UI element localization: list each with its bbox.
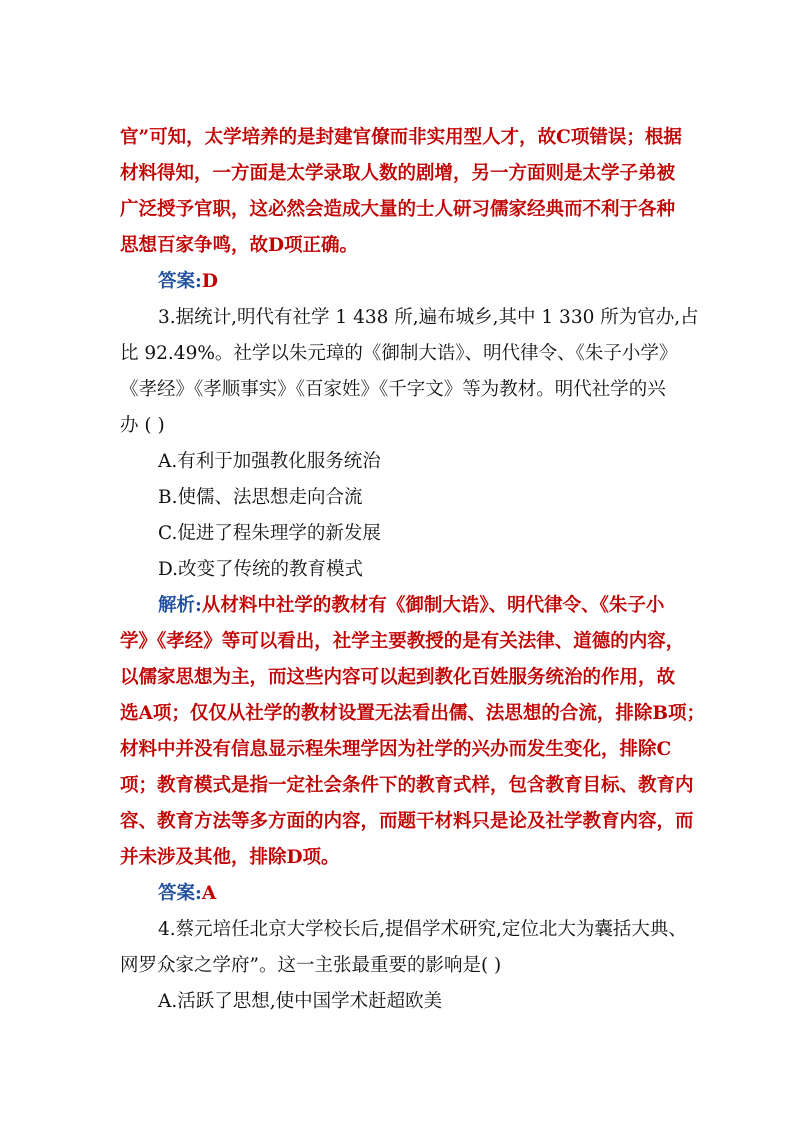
- question-3-stem-line: 办 ( ): [120, 415, 165, 436]
- analysis-q2-line: 官”可知，太学培养的是封建官僚而非实用型人才，故C项错误；根据: [120, 127, 682, 148]
- analysis-q3-line: 以儒家思想为主，而这些内容可以起到教化百姓服务统治的作用，故: [120, 667, 676, 688]
- question-4-stem-line: 4.蔡元培任北京大学校长后,提倡学术研究,定位北大为囊括大典、: [158, 919, 687, 940]
- analysis-q2-line: 广泛授予官职，这必然会造成大量的士人研习儒家经典而不利于各种: [120, 199, 676, 220]
- answer-value: A: [201, 883, 217, 904]
- analysis-label: 解析:: [158, 595, 202, 616]
- question-3-option-c: C.促进了程朱理学的新发展: [158, 523, 381, 544]
- analysis-q3-line: 材料中并没有信息显示程朱理学因为社学的兴办而发生变化，排除C: [120, 739, 672, 760]
- answer-q3: [158, 882, 216, 906]
- question-4-option-a: A.活跃了思想,使中国学术赶超欧美: [158, 991, 443, 1012]
- question-3-option-a: A.有利于加强教化服务统治: [158, 451, 381, 472]
- analysis-q3-line: 容、教育方法等多方面的内容，而题干材料只是论及社学教育内容，而: [120, 811, 694, 832]
- question-4-stem-line: 网罗众家之学府”。这一主张最重要的影响是( ): [120, 955, 502, 976]
- answer-q2: [158, 270, 218, 294]
- analysis-q3-line: 学》《孝经》等可以看出，社学主要教授的是有关法律、道德的内容，: [120, 631, 685, 652]
- question-3-stem-line: 3.据统计,明代有社学 1 438 所,遍布城乡,其中 1 330 所为官办,占: [158, 307, 699, 328]
- analysis-q3-line: [158, 594, 664, 618]
- analysis-q3-line: 项；教育模式是指一定社会条件下的教育式样，包含教育目标、教育内: [120, 775, 694, 796]
- question-3-option-d: D.改变了传统的教育模式: [158, 559, 364, 580]
- analysis-q3-line: 并未涉及其他，排除D项。: [120, 847, 340, 868]
- question-3-stem-line: 比 92.49%。社学以朱元璋的《御制大诰》、明代律令、《朱子小学》: [120, 343, 678, 364]
- analysis-q2-line: 思想百家争鸣，故D项正确。: [120, 235, 359, 256]
- analysis-q2-line: 材料得知，一方面是太学录取人数的剧增，另一方面则是太学子弟被: [120, 163, 676, 184]
- answer-value: D: [201, 271, 218, 292]
- analysis-q3-text: 从材料中社学的教材有《御制大诰》、明代律令、《朱子小: [201, 595, 665, 616]
- answer-label: 答案:: [158, 271, 202, 292]
- answer-label: 答案:: [158, 883, 202, 904]
- analysis-q3-line: 选A项；仅仅从社学的教材设置无法看出儒、法思想的合流，排除B项；: [120, 703, 705, 724]
- question-3-stem-line: 《孝经》《孝顺事实》《百家姓》《千字文》等为教材。明代社学的兴: [120, 379, 666, 400]
- question-3-option-b: B.使儒、法思想走向合流: [158, 487, 363, 508]
